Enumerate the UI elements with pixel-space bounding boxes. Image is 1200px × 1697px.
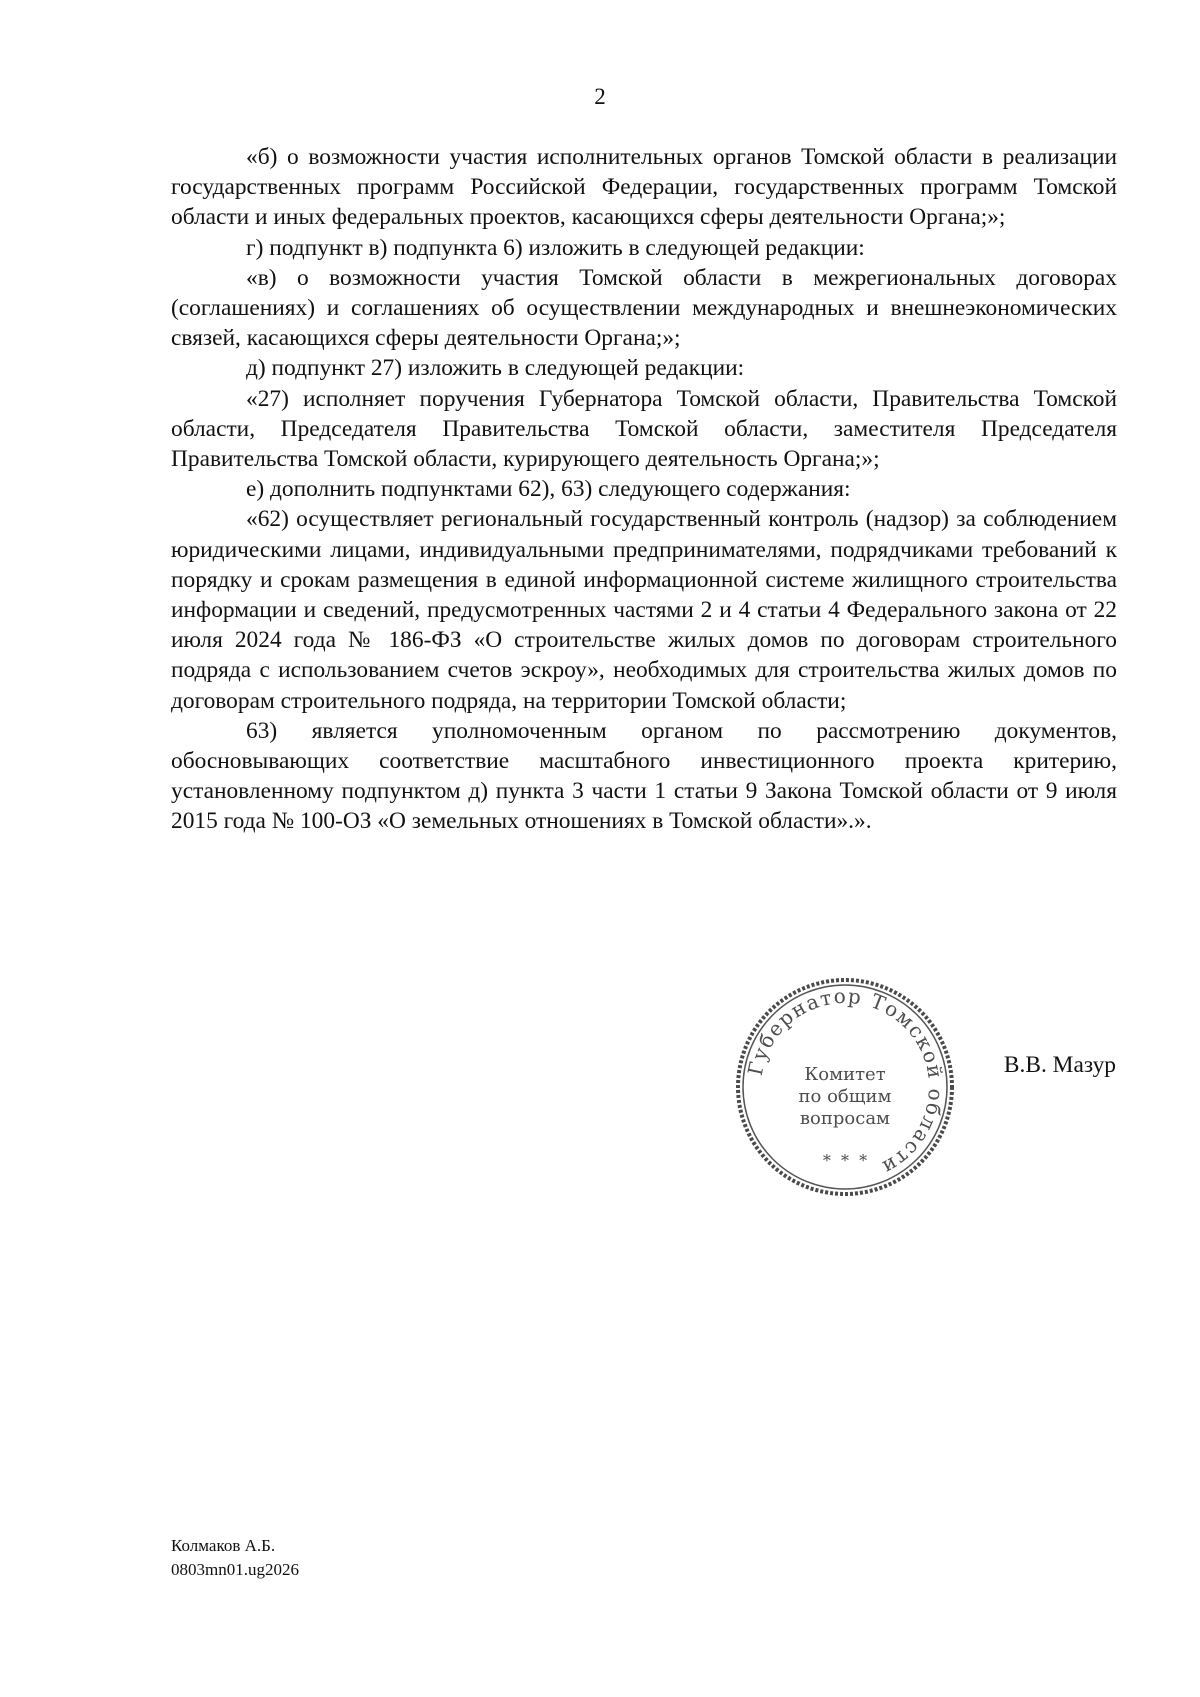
seal-center-line-2: по общим <box>798 1086 892 1107</box>
footer-doc-code: 0803mn01.ug2026 <box>171 1560 299 1579</box>
paragraph-subitem-b: «б) о возможности участия исполнительных органов Томской области в реализации государственных программ Российской Федерации, государственных программ Томской области и иных федеральных проектов, касающихся сферы деятельности Органа;»; <box>171 144 1117 231</box>
footer-author: Колмаков А.Б. <box>171 1536 276 1555</box>
document-body <box>171 142 1117 837</box>
page-number: 2 <box>594 84 606 109</box>
paragraph-subitem-62: «62) осуществляет региональный государственный контроль (надзор) за соблюдением юридическими лицами, индивидуальными предпринимателями, подрядчиками требований к порядку и срокам размещения в единой информационной системе жилищного строительства информации и сведений, предусмотренных частями 2 и 4 статьи 4 Федерального закона от 22 июля 2024 года № 186-ФЗ «О строительстве жилых домов по договорам строительного подряда с использованием счетов эскроу», необходимых для строительства жилых домов по договорам строительного подряда, на территории Томской области; <box>171 506 1117 714</box>
paragraph-item-d: д) подпункт 27) изложить в следующей редакции: <box>246 355 745 382</box>
paragraph-item-g: г) подпункт в) подпункта 6) изложить в следующей редакции: <box>246 234 865 261</box>
seal-ring-text: Губернатор Томской области <box>742 983 949 1181</box>
official-seal-stamp <box>734 976 956 1198</box>
paragraph-subitem-63: 63) является уполномоченным органом по рассмотрению документов, обосновывающих соответствие масштабного инвестиционного проекта критерию, установленному подпунктом д) пункта 3 части 1 статьи 9 Закона Томской области от 9 июля 2015 года № 100-ОЗ «О земельных отношениях в Томской области».». <box>171 717 1117 835</box>
seal-stars: * * * <box>822 1151 868 1170</box>
document-footer <box>171 1534 299 1582</box>
seal-center-line-3: вопросам <box>799 1108 891 1129</box>
paragraph-subitem-v: «в) о возможности участия Томской области в межрегиональных договорах (соглашениях) и соглашениях об осуществлении международных и внешнеэкономических связей, касающихся сферы деятельности Органа;»; <box>171 264 1117 352</box>
paragraph-subitem-27: «27) исполняет поручения Губернатора Томской области, Правительства Томской области, Председателя Правительства Томской области, заместителя Председателя Правительства Томской области, курирующего деятельность Органа;»; <box>171 385 1117 473</box>
seal-graphic <box>734 976 956 1198</box>
paragraph-item-e: е) дополнить подпунктами 62), 63) следующего содержания: <box>246 476 851 503</box>
seal-center-line-1: Комитет <box>804 1064 886 1085</box>
signer-name: В.В. Мазур <box>1003 1052 1116 1078</box>
